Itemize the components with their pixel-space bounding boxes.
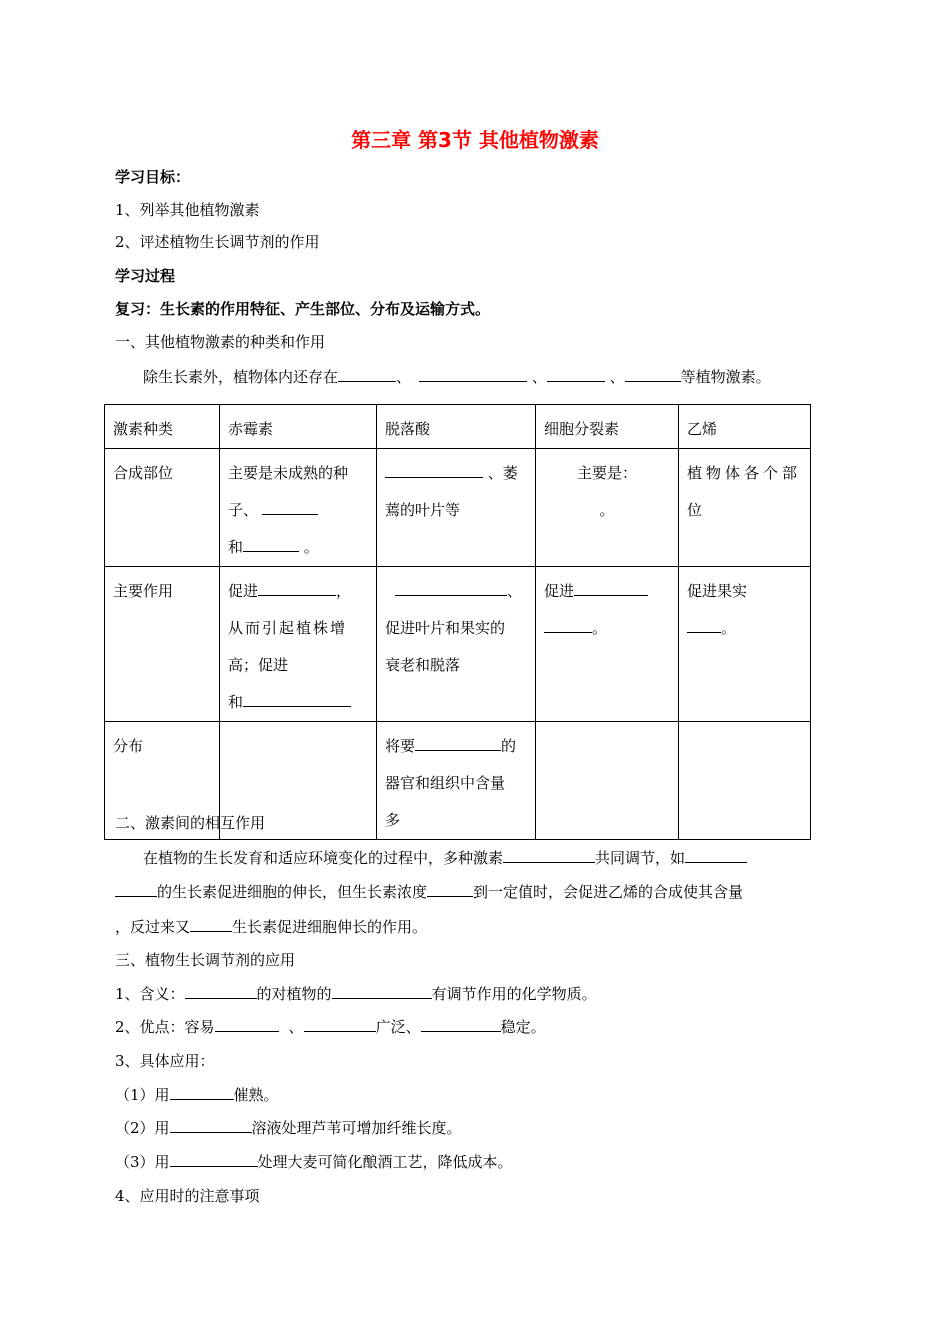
process-heading: 学习过程 [115, 267, 176, 285]
page-title: 第三章 第3节 其他植物激素 [351, 128, 599, 152]
table-cell [377, 722, 536, 840]
para-text: 共同调节，如 [595, 849, 686, 867]
table-cell [220, 567, 377, 722]
para-text: 、 [288, 1018, 304, 1036]
cell-text: 。 [592, 619, 608, 637]
fill-blank[interactable] [687, 618, 721, 633]
cell-text: 衰老和脱落 [385, 656, 461, 674]
cell-text: 子、 [228, 501, 259, 519]
fill-blank[interactable] [625, 367, 681, 382]
para-text: 1、含义： [115, 985, 185, 1003]
advantages-line [115, 1016, 546, 1037]
cell-text: 高；促进 [228, 656, 289, 674]
cell-text: 将要 [385, 737, 416, 755]
row-label: 分布 [105, 722, 220, 840]
fill-blank[interactable] [215, 1017, 279, 1032]
application-item-2 [115, 1117, 462, 1138]
cell-text: 从而引起植株增 [228, 619, 348, 637]
row-label: 主要作用 [105, 567, 220, 722]
section1-heading: 一、其他植物激素的种类和作用 [115, 333, 326, 351]
cell-text: 。 [721, 619, 737, 637]
cell-text: 、萎 [487, 464, 518, 482]
fill-blank[interactable] [419, 367, 527, 382]
para-text: 2、优点：容易 [115, 1018, 215, 1036]
definition-line [115, 983, 597, 1004]
section2-line3 [115, 916, 427, 937]
cell-text: 主要是未成熟的种 [228, 464, 349, 482]
intro-text-a: 除生长素外，植物体内还存在 [143, 368, 339, 386]
fill-blank[interactable] [262, 500, 318, 515]
application-item-1 [115, 1084, 279, 1105]
cell-text: 。 [303, 538, 319, 556]
cell-text: 植物体各个部位 [687, 464, 802, 519]
section2-line1 [143, 847, 747, 868]
para-text: 在植物的生长发育和适应环境变化的过程中，多种激素 [143, 849, 504, 867]
cell-text: 器官和组织中含量 [385, 774, 506, 792]
fill-blank[interactable] [547, 367, 605, 382]
section1-intro [143, 366, 771, 387]
para-text: 有调节作用的化学物质。 [431, 985, 597, 1003]
table-cell [536, 449, 679, 567]
cell-text: 。 [599, 501, 615, 519]
table-cell [679, 722, 811, 840]
section2-line2 [115, 881, 743, 902]
para-text: 生长素促进细胞伸长的作用。 [232, 918, 428, 936]
intro-text-b: 等植物激素。 [680, 368, 771, 386]
goal-item-1: 1、列举其他植物激素 [115, 201, 260, 219]
intro-sep: 、 [531, 368, 547, 386]
para-text: 溶液处理芦苇可增加纤维长度。 [251, 1119, 462, 1137]
fill-blank[interactable] [685, 848, 747, 863]
fill-blank[interactable] [170, 1152, 258, 1167]
fill-blank[interactable] [338, 367, 396, 382]
hormone-table [104, 404, 811, 840]
header-cell: 赤霉素 [220, 405, 377, 449]
header-cell: 细胞分裂素 [536, 405, 679, 449]
table-cell [220, 449, 377, 567]
cell-text: 的 [501, 737, 517, 755]
fill-blank[interactable] [243, 537, 299, 552]
goal-item-2: 2、评述植物生长调节剂的作用 [115, 233, 320, 251]
cell-text: 促进 [228, 582, 259, 600]
goals-heading: 学习目标： [115, 168, 191, 186]
cell-text: 多 [385, 811, 401, 829]
fill-blank[interactable] [170, 1118, 252, 1133]
intro-sep: 、 [609, 368, 625, 386]
cell-text: 促进果实 [687, 582, 748, 600]
applications-heading: 3、具体应用： [115, 1052, 215, 1070]
table-cell [536, 567, 679, 722]
para-text: 的生长素促进细胞的伸长，但生长素浓度 [157, 883, 428, 901]
fill-blank[interactable] [415, 736, 501, 751]
row-label: 合成部位 [105, 449, 220, 567]
header-cell: 脱落酸 [377, 405, 536, 449]
para-text: 稳定。 [500, 1018, 546, 1036]
cell-text: 、 [507, 582, 523, 600]
table-cell [377, 449, 536, 567]
table-row [105, 449, 811, 567]
review-line: 复习：生长素的作用特征、产生部位、分布及运输方式。 [115, 300, 491, 318]
table-cell [679, 567, 811, 722]
table-cell [536, 722, 679, 840]
fill-blank[interactable] [574, 581, 648, 596]
para-text: 的对植物的 [256, 985, 332, 1003]
para-text: 处理大麦可简化酿酒工艺，降低成本。 [257, 1153, 513, 1171]
table-row [105, 567, 811, 722]
cell-text: ， [336, 582, 352, 600]
fill-blank[interactable] [427, 882, 473, 897]
fill-blank[interactable] [258, 581, 336, 596]
table-cell [377, 567, 536, 722]
notes-heading: 4、应用时的注意事项 [115, 1187, 260, 1205]
fill-blank[interactable] [544, 618, 592, 633]
cell-text: 促进叶片和果实的 [385, 619, 506, 637]
fill-blank[interactable] [115, 882, 157, 897]
table-header-row [105, 405, 811, 449]
fill-blank[interactable] [395, 581, 507, 596]
header-cell: 激素种类 [105, 405, 220, 449]
fill-blank[interactable] [170, 1085, 234, 1100]
para-text: （2）用 [115, 1119, 170, 1137]
section2-heading: 二、激素间的相互作用 [115, 814, 266, 832]
cell-text: 和 [228, 693, 244, 711]
header-cell: 乙烯 [679, 405, 811, 449]
section3-heading: 三、植物生长调节剂的应用 [115, 951, 296, 969]
cell-text: 主要是： [576, 464, 637, 482]
para-text: （3）用 [115, 1153, 170, 1171]
fill-blank[interactable] [304, 1017, 376, 1032]
table-cell [679, 449, 811, 567]
fill-blank[interactable] [503, 848, 595, 863]
cell-text: 和 [228, 538, 244, 556]
fill-blank[interactable] [190, 917, 232, 932]
cell-text: 蔫的叶片等 [385, 501, 461, 519]
para-text: ，反过来又 [115, 918, 191, 936]
fill-blank[interactable] [243, 692, 351, 707]
fill-blank[interactable] [185, 984, 257, 999]
intro-sep: 、 [396, 368, 412, 386]
para-text: 催熟。 [233, 1086, 279, 1104]
cell-text: 促进 [544, 582, 575, 600]
application-item-3 [115, 1151, 513, 1172]
fill-blank[interactable] [421, 1017, 501, 1032]
para-text: 广泛、 [375, 1018, 421, 1036]
para-text: （1）用 [115, 1086, 170, 1104]
fill-blank[interactable] [332, 984, 432, 999]
para-text: 到一定值时，会促进乙烯的合成使其含量 [473, 883, 744, 901]
fill-blank[interactable] [385, 463, 483, 478]
